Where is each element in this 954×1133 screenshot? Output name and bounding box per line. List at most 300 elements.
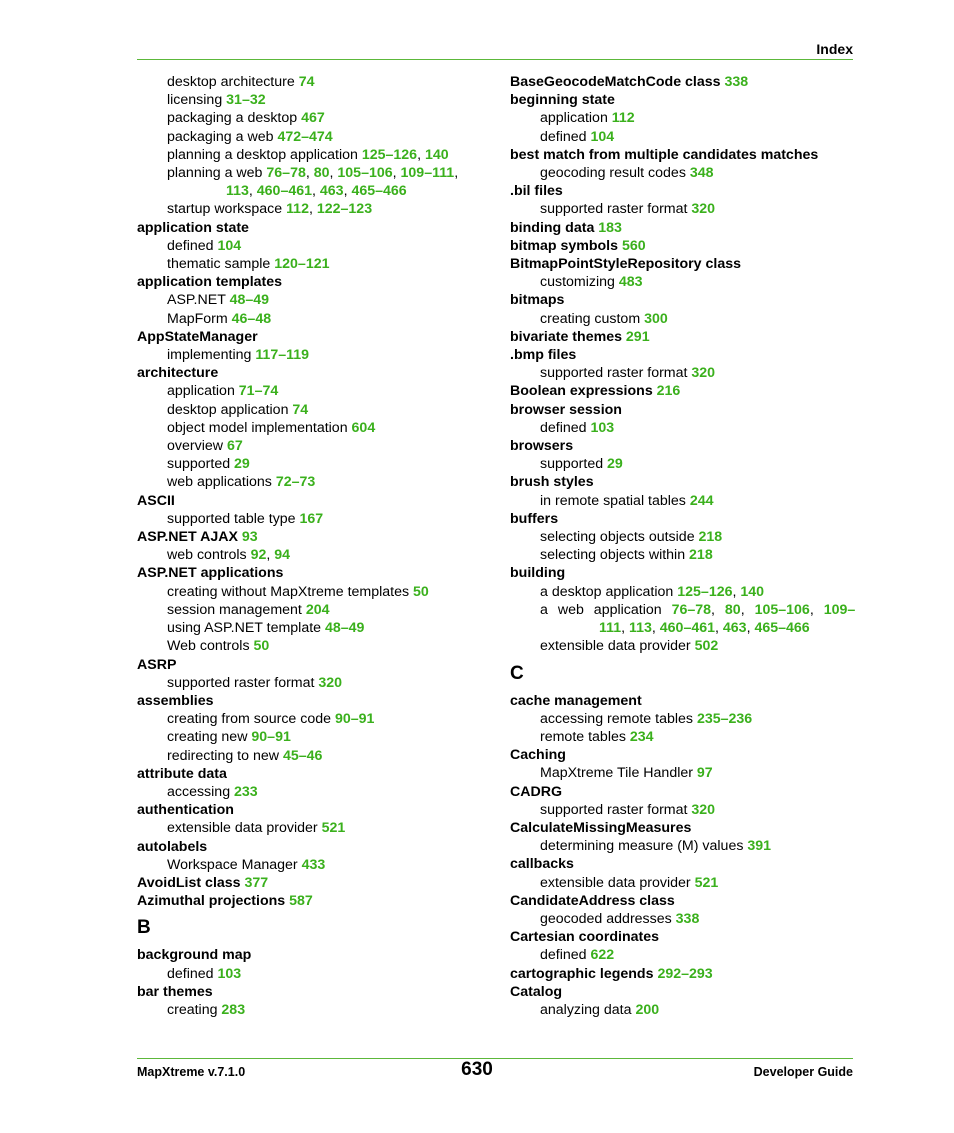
index-sub-entry [137, 200, 477, 218]
page-reference-link[interactable]: 31 [226, 92, 242, 109]
index-sub-entry [137, 91, 477, 109]
page-reference-link[interactable]: 92 [250, 547, 267, 564]
page-reference-link[interactable]: 604 [351, 419, 376, 436]
page-reference-link[interactable]: 125 [361, 146, 386, 163]
reference-separator: – [683, 620, 692, 637]
page-reference-link[interactable]: 338 [675, 910, 700, 927]
reference-separator: , [308, 201, 317, 218]
index-entry-term: C [510, 662, 524, 684]
index-entry-term: startup workspace [167, 201, 287, 218]
index-main-entry [510, 473, 855, 491]
index-entry-term: background map [137, 947, 252, 964]
index-entry-term: Boolean expressions [510, 383, 657, 400]
index-entry-term: supported raster format [167, 674, 319, 691]
index-entry-term: session management [167, 601, 306, 618]
index-entry-term: defined [540, 419, 591, 436]
page-reference-link[interactable]: 94 [274, 547, 291, 564]
header-rule [137, 59, 853, 60]
page-reference-link[interactable]: 348 [689, 165, 714, 182]
page-reference-link[interactable]: 474 [309, 128, 333, 145]
reference-separator: – [291, 474, 300, 491]
index-entry-term: creating new [167, 729, 252, 746]
page-reference-link[interactable]: 465 [351, 183, 376, 200]
index-entry-term: browsers [510, 438, 574, 455]
index-entry-term: buffers [510, 510, 559, 527]
index-column-left [137, 73, 477, 1019]
page-reference-link[interactable]: 120 [274, 256, 298, 273]
index-entry-term: BaseGeocodeMatchCode class [510, 74, 725, 90]
page-reference-link[interactable]: 67 [226, 438, 243, 455]
reference-separator: – [778, 620, 787, 637]
index-entry-term: attribute data [137, 765, 227, 782]
index-main-entry [510, 746, 855, 764]
page-reference-link[interactable]: 283 [221, 1001, 246, 1018]
page-reference-link[interactable]: 90 [251, 729, 268, 746]
index-sub-entry [510, 637, 855, 655]
index-entry-term: using ASP.NET template [167, 620, 325, 637]
index-entry-term: planning a desktop application [167, 146, 362, 163]
index-entry-term: creating custom [540, 310, 645, 327]
page-reference-link[interactable]: 140 [424, 146, 449, 163]
page-reference-link[interactable]: 122 [316, 201, 341, 218]
page-reference-link[interactable]: 216 [656, 383, 681, 400]
page-reference-link[interactable]: 45 [282, 747, 299, 764]
index-sub-entry [137, 819, 477, 837]
page-reference-link[interactable]: 521 [321, 820, 346, 837]
footer-guide: Developer Guide [753, 1065, 853, 1079]
index-sub-entry [510, 455, 855, 473]
page-reference-link[interactable]: 48 [255, 310, 272, 327]
index-entry-term: planning a web [167, 165, 267, 182]
reference-separator: , [809, 601, 824, 618]
page-reference-link[interactable]: 78 [290, 165, 306, 182]
index-entry-term: application state [137, 219, 249, 236]
index-entry-term: callbacks [510, 856, 574, 873]
page-reference-link[interactable]: 117 [255, 347, 279, 364]
reference-separator: , [711, 601, 725, 618]
index-entry-term: analyzing data [540, 1001, 636, 1018]
reference-separator: , [312, 183, 320, 200]
index-entry-term: web controls [167, 547, 251, 564]
index-entry-term: geocoding result codes [540, 165, 690, 182]
page-reference-link[interactable]: 111 [432, 165, 455, 182]
page-reference-link[interactable]: 320 [318, 674, 343, 691]
reference-separator: , [392, 165, 401, 182]
page-reference-link[interactable]: 521 [694, 874, 719, 891]
index-sub-entry [137, 419, 477, 437]
page-reference-link[interactable]: 78 [695, 601, 712, 618]
index-sub-entry [137, 583, 477, 601]
index-entry-term: extensible data provider [540, 874, 695, 891]
reference-separator: – [241, 92, 250, 109]
index-entry-term: Caching [510, 747, 566, 764]
index-sub-entry [137, 710, 477, 728]
index-main-entry [510, 819, 855, 837]
page-reference-link[interactable]: 320 [691, 201, 716, 218]
index-sub-entry [137, 747, 477, 765]
page-reference-link[interactable]: 466 [786, 620, 810, 637]
index-entry-term: selecting objects within [540, 547, 690, 564]
index-entry-term: AppStateManager [137, 328, 258, 345]
index-main-entry [137, 765, 477, 783]
reference-separator: – [361, 165, 369, 182]
index-entry-term: selecting objects outside [540, 529, 699, 546]
index-entry-term: defined [167, 965, 218, 982]
page-reference-link[interactable]: 109 [400, 165, 425, 182]
reference-separator: – [282, 165, 291, 182]
index-entry-term: Cartesian coordinates [510, 929, 660, 946]
page-reference-link[interactable]: 48 [229, 292, 246, 309]
page-reference-link[interactable]: 291 [625, 328, 650, 345]
page-reference-link[interactable]: 467 [301, 110, 325, 127]
page-reference-link[interactable]: 244 [689, 492, 714, 509]
index-entry-term: ASRP [137, 656, 177, 673]
index-sub-entry [510, 946, 855, 964]
page-reference-link[interactable]: 76 [671, 601, 688, 618]
index-entry-term: cartographic legends [510, 965, 658, 982]
index-entry-term: determining measure (M) values [540, 838, 748, 855]
index-main-entry [510, 146, 855, 164]
index-sub-entry [510, 837, 855, 855]
index-sub-entry [137, 510, 477, 528]
page-reference-link[interactable]: 292 [657, 965, 682, 982]
reference-separator: – [375, 183, 384, 200]
page-reference-link[interactable]: 71 [238, 383, 255, 400]
index-entry-term: supported table type [167, 510, 300, 527]
index-main-entry [137, 838, 477, 856]
index-sub-entry [137, 237, 477, 255]
index-main-entry [137, 273, 477, 291]
index-entry-term: building [510, 565, 566, 582]
index-main-entry [137, 656, 477, 674]
index-entry-term: a desktop application [540, 583, 678, 600]
index-entry-term: accessing remote tables [540, 710, 697, 727]
reference-separator: – [340, 620, 349, 637]
index-entry-term: browser session [510, 401, 622, 418]
index-entry-term: supported [167, 456, 235, 473]
page-reference-link[interactable]: 233 [234, 783, 258, 800]
reference-separator: – [340, 201, 349, 218]
page-reference-link[interactable]: 46 [306, 747, 323, 764]
index-entry-term: .bmp files [510, 347, 577, 364]
index-entry-term: redirecting to new [167, 747, 283, 764]
index-sub-entry [137, 109, 477, 127]
page-reference-link[interactable]: 49 [348, 620, 365, 637]
page-reference-link[interactable]: 466 [383, 183, 407, 200]
page-reference-link[interactable]: 91 [275, 729, 291, 746]
page-reference-link[interactable]: 50 [413, 583, 429, 600]
index-main-entry [510, 510, 855, 528]
reference-separator: – [847, 601, 856, 618]
index-sub-entry [137, 965, 477, 983]
page-reference-link[interactable]: 32 [249, 92, 266, 109]
page-reference-link[interactable]: 97 [696, 765, 713, 782]
index-sub-entry [137, 619, 477, 637]
index-sub-entry [510, 546, 855, 564]
index-main-entry [137, 219, 477, 237]
index-entry-term: autolabels [137, 838, 208, 855]
page-reference-link[interactable]: 113 [629, 620, 652, 637]
index-sub-entry [510, 910, 855, 928]
page-reference-link[interactable]: 167 [299, 510, 324, 527]
index-entry-term: bitmaps [510, 292, 565, 309]
page-reference-link[interactable]: 560 [621, 237, 646, 254]
page-reference-link[interactable]: 111 [599, 620, 622, 637]
page-reference-link[interactable]: 300 [644, 310, 668, 327]
index-main-entry [510, 983, 855, 1001]
page-reference-link[interactable]: 234 [629, 728, 654, 745]
page-reference-link[interactable]: 125 [677, 583, 701, 600]
page-reference-link[interactable]: 80 [724, 601, 741, 618]
index-entry-term: implementing [167, 347, 256, 364]
index-main-entry [510, 401, 855, 419]
index-entry-term: supported [540, 456, 608, 473]
index-sub-entry [510, 492, 855, 510]
page-reference-link[interactable]: 105 [337, 165, 362, 182]
page-reference-link[interactable]: 320 [691, 801, 716, 818]
index-main-entry [510, 928, 855, 946]
page-reference-link[interactable]: 433 [301, 856, 326, 873]
page-reference-link[interactable]: 72 [275, 474, 292, 491]
reference-separator: , [732, 583, 741, 600]
index-entry-term: web applications [167, 474, 276, 491]
index-entry-term: desktop architecture [167, 74, 299, 90]
index-main-entry [510, 237, 855, 255]
index-sub-entry [510, 1001, 855, 1019]
index-entry-term: cache management [510, 692, 642, 709]
index-sub-entry [510, 164, 855, 182]
index-entry-term: customizing [540, 274, 619, 291]
reference-separator: – [280, 183, 289, 200]
reference-separator: – [424, 165, 433, 182]
reference-separator: – [247, 310, 256, 327]
page-reference-link[interactable]: 46 [231, 310, 248, 327]
page-reference-link[interactable]: 463 [722, 620, 747, 637]
index-section-letter [137, 916, 477, 940]
index-sub-entry [510, 710, 855, 728]
page-reference-link[interactable]: 465 [754, 620, 779, 637]
reference-separator: , [248, 183, 257, 200]
reference-separator: – [254, 383, 263, 400]
index-sub-entry [510, 419, 855, 437]
index-entry-term: MapXtreme Tile Handler [540, 765, 697, 782]
index-sub-entry [510, 601, 855, 619]
index-entry-term: remote tables [540, 728, 630, 745]
index-entry-term: a web application [540, 601, 672, 618]
index-sub-entry [137, 182, 477, 200]
index-main-entry [137, 564, 477, 582]
page-reference-link[interactable]: 48 [325, 620, 341, 637]
page-reference-link[interactable]: 50 [253, 638, 270, 655]
page-reference-link[interactable]: 106 [368, 165, 393, 182]
reference-separator: , [651, 620, 660, 637]
index-entry-term: AvoidList class [137, 874, 245, 891]
page-reference-link[interactable]: 93 [241, 529, 258, 546]
index-entry-term: extensible data provider [167, 820, 322, 837]
page-reference-link[interactable]: 200 [635, 1001, 660, 1018]
index-sub-entry [137, 674, 477, 692]
index-sub-entry [137, 310, 477, 328]
page-reference-link[interactable]: 104 [590, 128, 615, 145]
reference-separator: – [720, 710, 729, 727]
index-sub-entry [510, 200, 855, 218]
page-reference-link[interactable]: 123 [348, 201, 373, 218]
index-entry-term: Workspace Manager [167, 856, 302, 873]
page-reference-link[interactable]: 76 [266, 165, 283, 182]
page-reference-link[interactable]: 204 [305, 601, 330, 618]
index-entry-term: desktop application [167, 401, 293, 418]
index-entry-term: creating [167, 1001, 222, 1018]
footer-product: MapXtreme v.7.1.0 [137, 1065, 246, 1079]
page-reference-link[interactable]: 140 [740, 583, 765, 600]
page-reference-link[interactable]: 105 [754, 601, 779, 618]
page-reference-link[interactable]: 80 [313, 165, 330, 182]
index-entry-term: CandidateAddress class [510, 892, 675, 909]
index-main-entry [137, 328, 477, 346]
page-reference-link[interactable]: 121 [305, 256, 330, 273]
index-entry-term: defined [540, 128, 591, 145]
page-reference-link[interactable]: 377 [244, 874, 269, 891]
index-entry-term: architecture [137, 365, 219, 382]
index-sub-entry [137, 637, 477, 655]
page-reference-link[interactable]: 73 [299, 474, 316, 491]
page-reference-link[interactable]: 104 [217, 237, 242, 254]
index-sub-entry [510, 310, 855, 328]
page-reference-link[interactable]: 236 [728, 710, 753, 727]
reference-separator: , [329, 165, 338, 182]
index-entry-term: accessing [167, 783, 235, 800]
page-reference-link[interactable]: 74 [298, 74, 315, 90]
index-entry-term: binding data [510, 219, 599, 236]
page-reference-link[interactable]: 74 [292, 401, 309, 418]
index-entry-term: supported raster format [540, 201, 692, 218]
index-sub-entry [510, 128, 855, 146]
page-reference-link[interactable]: 502 [694, 638, 719, 655]
index-entry-term: bar themes [137, 983, 213, 1000]
page-reference-link[interactable]: 622 [590, 947, 615, 964]
index-sub-entry [137, 346, 477, 364]
page-reference-link[interactable]: 112 [286, 201, 309, 218]
index-sub-entry [510, 273, 855, 291]
index-main-entry [137, 946, 477, 964]
index-sub-entry [510, 728, 855, 746]
index-entry-term: application templates [137, 274, 283, 291]
index-entry-term: Catalog [510, 983, 563, 1000]
index-entry-term: ASP.NET AJAX [137, 529, 242, 546]
index-sub-entry [137, 856, 477, 874]
index-main-entry [510, 437, 855, 455]
page-reference-link[interactable]: 29 [234, 456, 250, 473]
page-reference-link[interactable]: 472 [277, 128, 302, 145]
page-reference-link[interactable]: 218 [698, 529, 723, 546]
index-entry-term: ASCII [137, 492, 175, 509]
reference-separator: – [350, 711, 359, 728]
reference-separator: , [266, 547, 275, 564]
index-sub-entry [510, 583, 855, 601]
index-sub-entry [137, 382, 477, 400]
reference-separator: , [746, 620, 755, 637]
index-entry-term: .bil files [510, 183, 563, 200]
reference-separator: , [715, 620, 723, 637]
page-reference-link[interactable]: 119 [286, 347, 309, 364]
index-entry-term: bitmap symbols [510, 237, 622, 254]
index-sub-entry [510, 528, 855, 546]
index-main-entry [510, 783, 855, 801]
page-header-title: Index [816, 41, 853, 57]
page-reference-link[interactable]: 49 [253, 292, 270, 309]
page-reference-link[interactable]: 460 [256, 183, 281, 200]
page-reference-link[interactable]: 90 [334, 711, 351, 728]
page-reference-link[interactable]: 91 [358, 711, 375, 728]
index-sub-entry [510, 874, 855, 892]
page-reference-link[interactable]: 235 [696, 710, 721, 727]
index-sub-entry [137, 601, 477, 619]
index-entry-term: creating from source code [167, 711, 335, 728]
index-sub-entry [510, 364, 855, 382]
index-entry-term: BitmapPointStyleRepository class [510, 256, 742, 273]
page-reference-link[interactable]: 109 [823, 601, 848, 618]
reference-separator: , [305, 165, 314, 182]
page-reference-link[interactable]: 461 [288, 183, 313, 200]
page-reference-link[interactable]: 126 [708, 583, 733, 600]
page-reference-link[interactable]: 460 [659, 620, 684, 637]
page-reference-link[interactable]: 106 [786, 601, 810, 618]
page-reference-link[interactable]: 461 [691, 620, 716, 637]
page-reference-link[interactable]: 103 [590, 419, 615, 436]
page-reference-link[interactable]: 391 [747, 838, 772, 855]
index-main-entry [510, 219, 855, 237]
index-sub-entry [510, 764, 855, 782]
page-reference-link[interactable]: 112 [611, 110, 635, 127]
index-sub-entry [510, 801, 855, 819]
index-main-entry [137, 801, 477, 819]
index-main-entry [510, 965, 855, 983]
page-reference-link[interactable]: 113 [226, 183, 249, 200]
index-sub-entry [510, 619, 855, 637]
index-sub-entry [137, 73, 477, 91]
index-main-entry [510, 892, 855, 910]
index-main-entry [510, 855, 855, 873]
page-reference-link[interactable]: 293 [689, 965, 713, 982]
index-entry-term: application [540, 110, 612, 127]
index-entry-term: best match from multiple candidates matches [510, 146, 819, 163]
index-sub-entry [137, 1001, 477, 1019]
page-reference-link[interactable]: 483 [618, 274, 643, 291]
index-entry-term: authentication [137, 802, 234, 819]
index-sub-entry [137, 783, 477, 801]
page-reference-link[interactable]: 218 [689, 547, 713, 564]
page-reference-link[interactable]: 29 [607, 456, 623, 473]
page-reference-link[interactable]: 103 [217, 965, 242, 982]
page-reference-link[interactable]: 338 [724, 74, 749, 90]
index-entry-term: in remote spatial tables [540, 492, 690, 509]
index-entry-term: packaging a desktop [167, 110, 302, 127]
page-reference-link[interactable]: 463 [319, 183, 344, 200]
index-entry-term: Web controls [167, 638, 254, 655]
reference-separator: – [278, 347, 287, 364]
reference-separator: – [301, 128, 309, 145]
index-sub-entry [137, 473, 477, 491]
page-reference-link[interactable]: 320 [691, 365, 716, 382]
index-main-entry [137, 528, 477, 546]
page-reference-link[interactable]: 587 [289, 893, 313, 910]
reference-separator: , [621, 620, 629, 637]
index-sub-entry [137, 291, 477, 309]
index-entry-term: MapForm [167, 310, 232, 327]
page-reference-link[interactable]: 126 [393, 146, 418, 163]
page-reference-link[interactable]: 74 [262, 383, 279, 400]
page-reference-link[interactable]: 183 [598, 219, 622, 236]
